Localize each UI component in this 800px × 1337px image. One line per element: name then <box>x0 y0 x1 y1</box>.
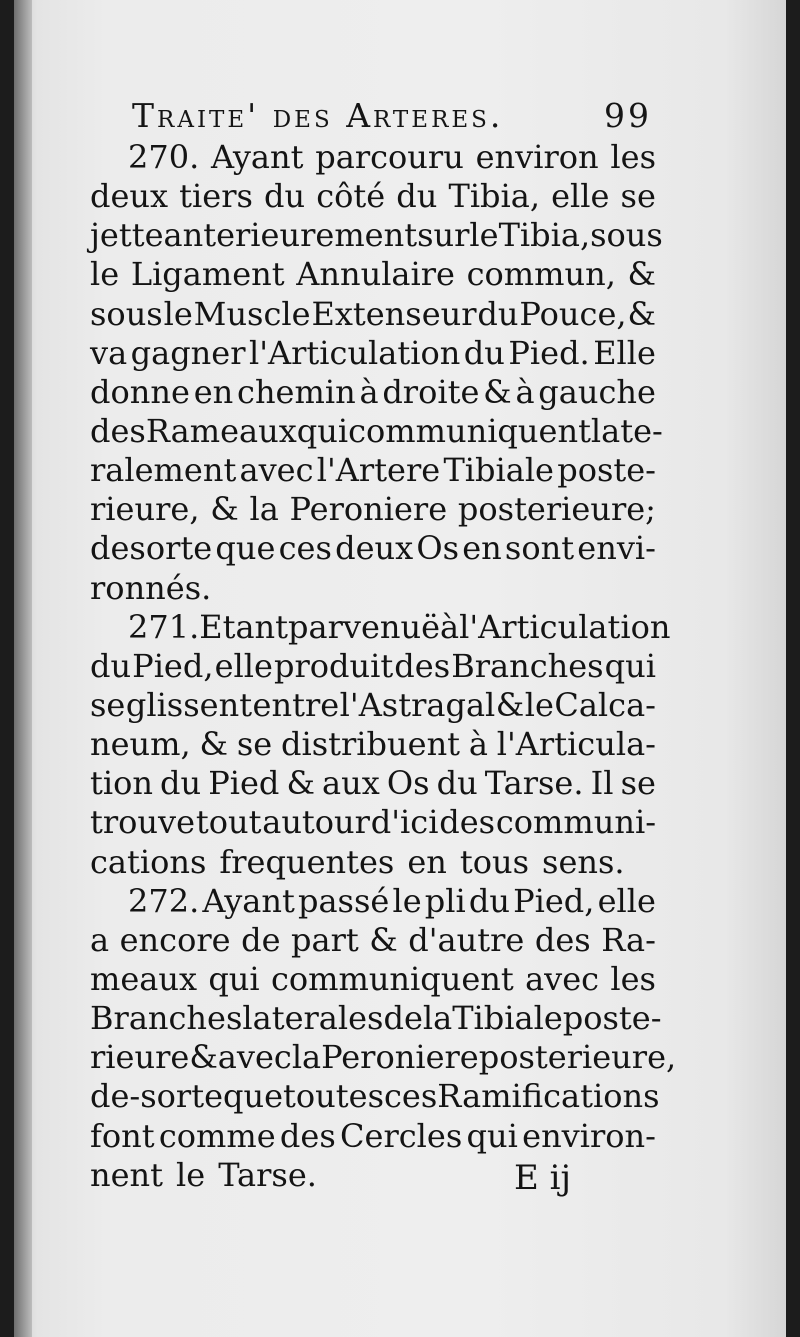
text-line: 271. Etant parvenuë à l'Articulation <box>128 607 671 646</box>
page-number: 99 <box>604 96 652 135</box>
text-line: jette anterieurement sur le Tibia, sous <box>90 216 663 255</box>
text-line: rieure, & la Peroniere posterieure; <box>90 490 656 529</box>
text-line: du Pied, elle produit des Branches qui <box>90 646 656 685</box>
book-page <box>14 0 786 1337</box>
text-line: rieure & avec la Peroniere posterieure, <box>90 1038 677 1077</box>
text-line: 272. Ayant passé le pli du Pied, elle <box>128 881 656 920</box>
page-header <box>132 96 652 136</box>
text-line: 270. Ayant parcouru environ les <box>128 138 656 176</box>
text-line: se glissent entre l'Astragal & le Calca- <box>90 685 656 724</box>
text-line: deux tiers du côté du Tibia, elle se <box>90 177 656 216</box>
text-line: de-sorte que toutes ces Ramifications <box>90 1077 660 1116</box>
text-line: ralement avec l'Artere Tibiale poste- <box>90 451 656 490</box>
text-line: nent le Tarse. <box>90 1155 317 1194</box>
text-line: sous le Muscle Extenseur du Pouce, & <box>90 294 656 333</box>
body-text <box>90 138 677 1195</box>
signature-mark: E ij <box>514 1158 572 1198</box>
text-line: font comme des Cercles qui environ- <box>90 1116 656 1155</box>
text-line: neum, & se distribuent à l'Articula- <box>90 725 656 764</box>
page-gutter <box>14 0 32 1337</box>
text-line: des Rameaux qui communiquent late- <box>90 411 663 450</box>
text-line: le Ligament Annulaire commun, & <box>90 255 656 294</box>
text-line: meaux qui communiquent avec les <box>90 959 656 998</box>
text-line: a encore de part & d'autre des Ra- <box>90 920 656 959</box>
text-line: Branches laterales de la Tibiale poste- <box>90 999 662 1038</box>
text-line: ronnés. <box>90 568 212 607</box>
text-line: va gagner l'Articulation du Pied. Elle <box>90 333 656 372</box>
text-line: trouve tout autour d'ici des communi- <box>90 803 656 842</box>
text-line: donne en chemin à droite & à gauche <box>90 372 656 411</box>
running-title: Traite' des Arteres. <box>132 96 504 135</box>
text-line: tion du Pied & aux Os du Tarse. Il se <box>90 764 656 803</box>
text-line: desorte que ces deux Os en sont envi- <box>90 529 656 568</box>
text-line: cations frequentes en tous sens. <box>90 842 625 881</box>
